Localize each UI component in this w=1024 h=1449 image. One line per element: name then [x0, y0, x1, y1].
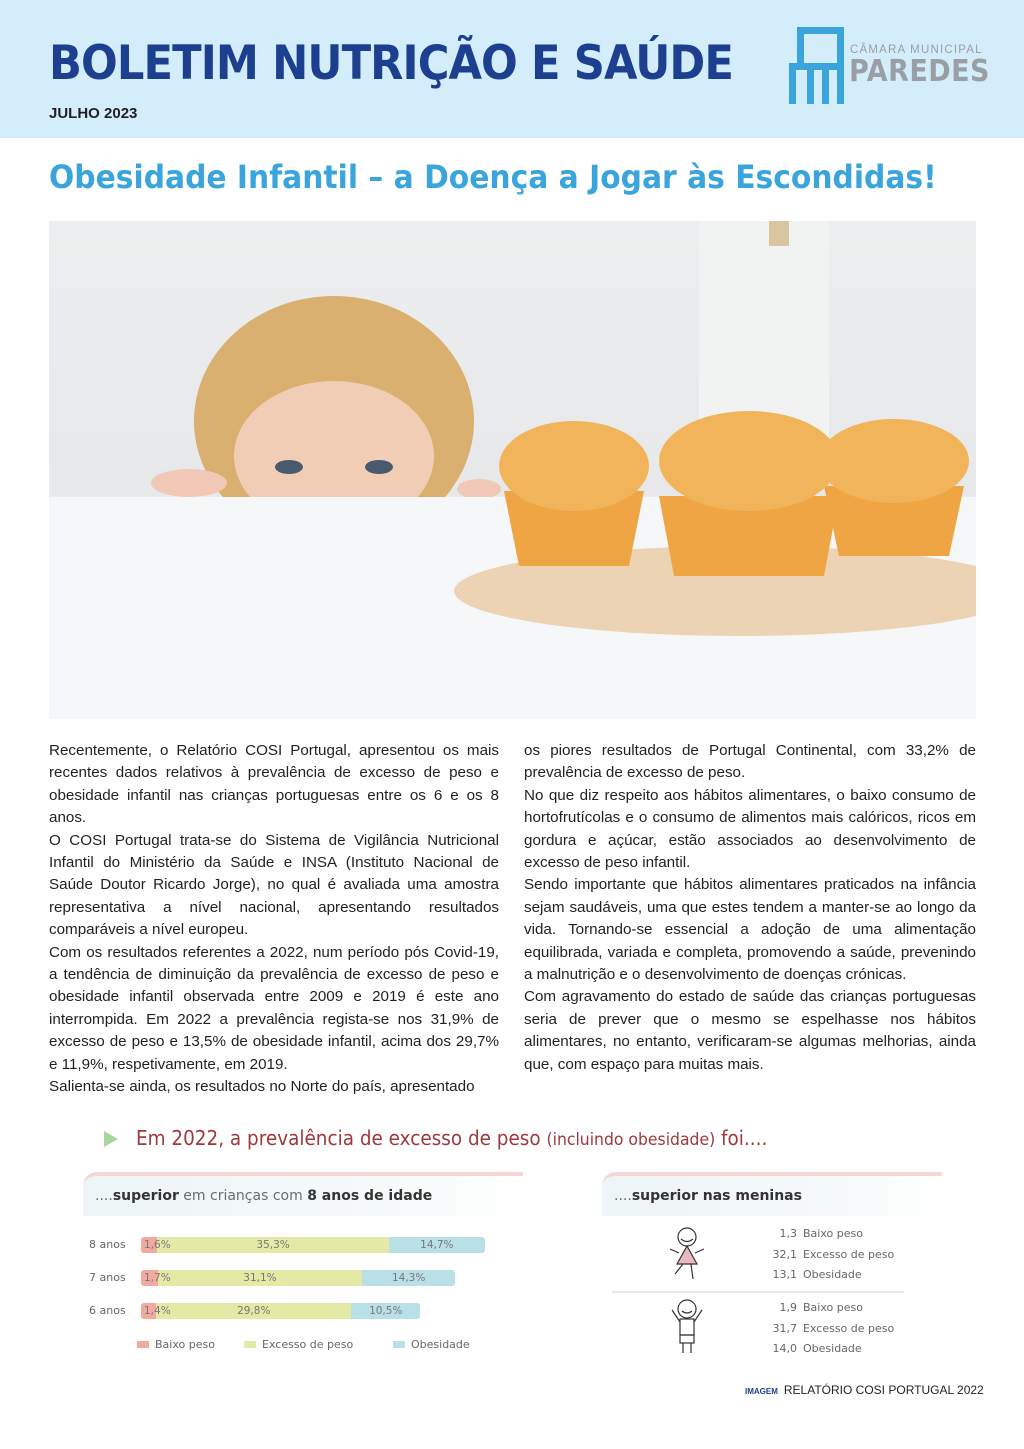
infographic-headline: [136, 1126, 767, 1150]
bar-segment-baixo-peso: 1,7%: [144, 1272, 171, 1284]
legend-swatch: [137, 1341, 149, 1348]
chair-logo-icon: [789, 27, 845, 105]
dots: ....: [614, 1188, 632, 1204]
text: em crianças com: [178, 1188, 308, 1204]
stat-label: Obesidade: [803, 1342, 862, 1356]
bold-text: 8 anos de idade: [307, 1188, 433, 1204]
bar-segment-obesidade: 14,3%: [391, 1272, 426, 1284]
logo-name: PAREDES: [849, 54, 990, 89]
stat-label: Obesidade: [803, 1268, 862, 1282]
bar-segment-excesso-de-peso: 35,3%: [256, 1239, 290, 1251]
gender-panel-header: [602, 1172, 942, 1216]
stat-value: 32,1: [772, 1247, 797, 1261]
bar-segment-excesso-de-peso: 31,1%: [243, 1272, 277, 1284]
stat-value: 13,1: [772, 1268, 797, 1282]
headline-paren: (incluindo obesidade): [546, 1130, 716, 1150]
article-title: Obesidade Infantil – a Doença a Jogar às Escondidas!: [49, 158, 937, 196]
credit-text: RELATÓRIO COSI PORTUGAL 2022: [783, 1383, 984, 1397]
image-credit: [745, 1383, 984, 1397]
bar-segment-baixo-peso: 1,4%: [144, 1305, 171, 1317]
legend-label: Baixo peso: [155, 1338, 215, 1351]
credit-label: IMAGEM: [745, 1387, 778, 1396]
stat-row: [770, 1265, 894, 1286]
stat-label: Excesso de peso: [803, 1247, 895, 1261]
paragraph: No que diz respeito aos hábitos alimentares, o baixo consumo de hortofrutícolas e o consumo de alimentos mais calóricos, ricos em gordura e açúcar, estão associados ao desenvolvimento de excesso de peso infantil.: [524, 786, 976, 872]
bar-category-label: 8 anos: [89, 1238, 126, 1251]
headline-text: Em 2022, a prevalência de excesso de peso: [136, 1126, 547, 1150]
paragraph: Recentemente, o Relatório COSI Portugal, apresentou os mais recentes dados relativos à prevalência de excesso de peso e obesidade infantil nas crianças portuguesas entre os 6 e os 8 anos.: [49, 742, 499, 827]
boy-drawing-icon: [668, 1298, 708, 1356]
bar-segment-baixo-peso: 1,6%: [144, 1239, 171, 1251]
paragraph: os piores resultados de Portugal Continental, com 33,2% de prevalência de excesso de peso.: [524, 742, 976, 782]
stat-label: Baixo peso: [803, 1301, 863, 1314]
stat-row: [770, 1339, 894, 1360]
dots: ....: [95, 1188, 113, 1204]
legend-label: Excesso de peso: [262, 1338, 354, 1351]
paragraph: Salienta-se ainda, os resultados no Norte do país, apresentado: [49, 1078, 475, 1096]
legend-item: [393, 1338, 470, 1351]
play-arrow-icon: [104, 1131, 118, 1147]
paragraph: Com agravamento do estado de saúde das crianças portuguesas seria de prever que o mesmo se espelhasse nos hábitos alimentares, no entanto, verificaram-se algumas melhorias, ainda que, com espaço para muitas mais.: [524, 988, 976, 1073]
bar-segment-obesidade: 14,7%: [420, 1239, 454, 1251]
girl-drawing-icon: [665, 1225, 710, 1287]
stacked-bar: [141, 1237, 485, 1253]
bar-category-label: 7 anos: [89, 1271, 126, 1284]
bold-text: superior: [112, 1188, 179, 1204]
legend-swatch: [244, 1341, 256, 1348]
stat-value: 1,9: [779, 1301, 797, 1314]
stat-row: [770, 1298, 894, 1319]
stat-row: [770, 1245, 894, 1266]
stat-row: [770, 1319, 894, 1340]
paragraph: Sendo importante que hábitos alimentares praticados na infância sejam saudáveis, uma que estes tendem a manter-se ao longo da vida. Tornando-se essencial a adoção de uma alimentação equilibrada, variada e completa, promovendo a saúde, prevenindo a malnutrição e o desenvolvimento de doenças crónicas.: [524, 876, 976, 984]
stacked-bar: [141, 1303, 420, 1319]
article-right-column: [524, 740, 976, 1076]
stat-value: 31,7: [772, 1321, 797, 1335]
bar-segment-excesso-de-peso: 29,8%: [237, 1305, 271, 1317]
stacked-bar: [141, 1270, 455, 1286]
legend-item: [244, 1338, 353, 1351]
bulletin-title: BOLETIM NUTRIÇÃO E SAÚDE: [49, 36, 733, 91]
bar-segment-obesidade: 10,5%: [369, 1305, 403, 1317]
age-panel-header: [83, 1172, 523, 1216]
bold-text: nas meninas: [697, 1188, 802, 1204]
stats-meninas: [770, 1224, 894, 1286]
legend-label: Obesidade: [411, 1338, 470, 1351]
article-left-column: [49, 740, 499, 1099]
headline-end: foi....: [715, 1126, 768, 1150]
stats-meninos: [770, 1298, 894, 1360]
paragraph: Com os resultados referentes a 2022, num período pós Covid-19, a tendência de diminuição da prevalência de excesso de peso e obesidade infantil observada entre 2009 e 2019 é este ano interrompida. Em 2022 a prevalência regista-se nos 31,9% de excesso de peso e 13,5% de obesidade infantil, acima dos 29,7% e 11,9%, respetivamente, em 2019.: [49, 943, 499, 1073]
stat-value: 14,0: [772, 1342, 797, 1356]
stat-row: [770, 1224, 894, 1245]
bold-text: superior: [631, 1188, 698, 1204]
legend-item: [137, 1338, 215, 1351]
legend-swatch: [393, 1341, 405, 1348]
stat-value: 1,3: [779, 1227, 797, 1240]
header-banner: [0, 0, 1024, 138]
hero-photo-child-muffins: [49, 221, 976, 719]
bar-category-label: 6 anos: [89, 1304, 126, 1317]
stat-label: Excesso de peso: [803, 1321, 895, 1335]
bulletin-date: JULHO 2023: [49, 105, 138, 122]
stat-label: Baixo peso: [803, 1227, 863, 1240]
paragraph: O COSI Portugal trata-se do Sistema de Vigilância Nutricional Infantil do Ministério da Saúde e INSA (Instituto Nacional de Saúde Doutor Ricardo Jorge), no qual é avaliada uma amostra representativa a nível nacional, apresentando resultados comparáveis a nível europeu.: [49, 831, 499, 939]
divider: [612, 1291, 904, 1293]
logo-subtitle: CÂMARA MUNICIPAL: [850, 44, 983, 56]
